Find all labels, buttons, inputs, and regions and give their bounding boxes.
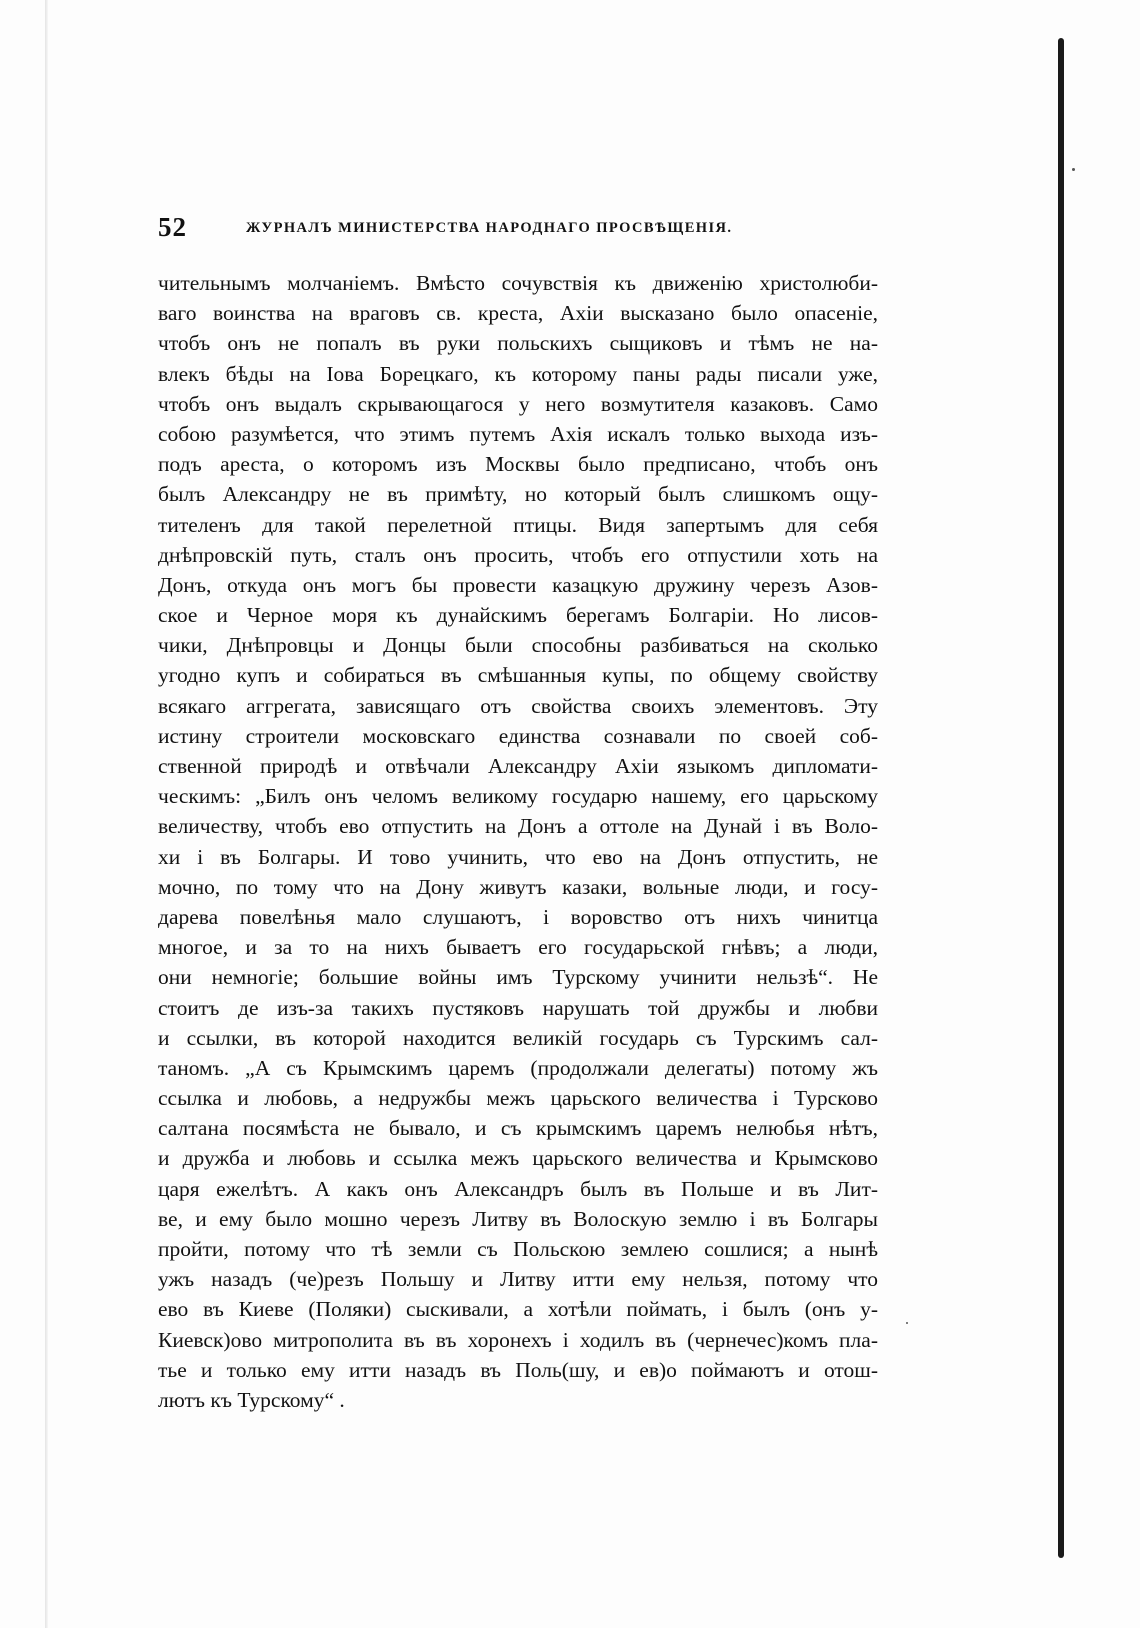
- running-title: ЖУРНАЛЪ МИНИСТЕРСТВА НАРОДНАГО ПРОСВѢЩЕНІЯ.: [246, 220, 733, 236]
- text-line: хи і въ Болгары. И тово учинить, что ево на Донъ отпустить, не: [158, 844, 878, 869]
- text-line: дарева повелѣнья мало слушаютъ, і воровство отъ нихъ чинитца: [158, 904, 878, 929]
- text-line: днѣпровскій путь, сталъ онъ просить, чтобъ его отпустили хоть на: [158, 542, 878, 567]
- text-line: и дружба и любовь и ссылка межъ царьского величества и Крымсково: [158, 1146, 878, 1171]
- text-line: стоитъ де изъ-за такихъ пустяковъ нарушать той дружбы и любви: [158, 995, 878, 1020]
- text-line: таномъ. „А съ Крымскимъ царемъ (продолжали делегаты) потому жъ: [158, 1055, 878, 1080]
- text-line: тителенъ для такой перелетной птицы. Видя запертымъ для себя: [158, 512, 878, 537]
- text-line: ужъ назадъ (че)резъ Польшу и Литву итти ему нельзя, потому что: [158, 1267, 878, 1292]
- text-line: ственной природѣ и отвѣчали Александру Ахіи языкомъ дипломати-: [158, 754, 878, 778]
- text-line: царя ежелѣтъ. А какъ онъ Александръ былъ въ Польше и въ Лит-: [158, 1176, 878, 1201]
- text-line: чтобъ онъ выдалъ скрывающагося у него возмутителя казаковъ. Само: [158, 391, 878, 416]
- text-line: подъ ареста, о которомъ изъ Москвы было предписано, чтобъ онъ: [158, 452, 878, 477]
- text-line: истину строители московскаго единства сознавали по своей соб-: [158, 723, 878, 748]
- page-number: 52: [158, 212, 187, 242]
- text-line: ево въ Киеве (Поляки) сыскивали, а хотѣли поймать, і былъ (онъ у-: [158, 1297, 878, 1322]
- text-line: величеству, чтобъ ево отпустить на Донъ а оттоле на Дунай і въ Воло-: [158, 814, 878, 839]
- text-line: ссылка и любовь, а недружбы межъ царьского величества і Турсково: [158, 1086, 878, 1111]
- text-line: ваго воинства на враговъ св. креста, Ахіи высказано было опасеніе,: [158, 301, 878, 326]
- text-line: угодно купъ и собираться въ смѣшанныя купы, по общему свойству: [158, 663, 878, 688]
- text-line: чтобъ онъ не попалъ въ руки польскихъ сыщиковъ и тѣмъ не на-: [158, 331, 878, 356]
- text-line: чительнымъ молчаніемъ. Вмѣсто сочувствія къ движенію христолюби-: [158, 271, 878, 295]
- text-line: они немногіе; большие войны имъ Турскому учинити нельзѣ“. Не: [158, 965, 878, 990]
- text-line: лютъ къ Турскому“ .: [158, 1387, 345, 1412]
- text-line: Киевск)ово митрополита въ въ хоронехъ і ходилъ въ (чернечес)комъ пла-: [158, 1327, 878, 1352]
- text-line: мочно, по тому что на Дону живутъ казаки, вольные люди, и госу-: [158, 874, 878, 899]
- text-line: былъ Александру не въ примѣту, но который былъ слишкомъ ощу-: [158, 482, 878, 507]
- text-line: и ссылки, въ которой находится великій государь съ Турскимъ сал-: [158, 1025, 878, 1050]
- text-line: ское и Черное моря къ дунайскимъ берегамъ Болгаріи. Но лисов-: [158, 603, 878, 628]
- text-line: ве, и ему было мошно черезъ Литву въ Волоскую землю і въ Болгары: [158, 1206, 878, 1231]
- text-line: ческимъ: „Билъ онъ челомъ великому государю нашему, его царьскому: [158, 784, 878, 809]
- page-header: [158, 212, 878, 252]
- text-line: чики, Днѣпровцы и Донцы были способны разбиваться на сколько: [158, 633, 878, 658]
- page-edge-shadow: [45, 0, 48, 1628]
- text-line: пройти, потому что тѣ земли съ Польскою землею сошлися; а нынѣ: [158, 1237, 878, 1261]
- scan-speck: [906, 1322, 908, 1324]
- text-line: многое, и за то на нихъ бываетъ его государьской гнѣвъ; а люди,: [158, 935, 878, 960]
- text-line: всякаго аггрегата, зависящаго отъ свойства своихъ элементовъ. Эту: [158, 693, 878, 718]
- scan-speck: [1072, 168, 1075, 171]
- text-line: влекъ бѣды на Іова Борецкаго, къ которому паны рады писали уже,: [158, 361, 878, 386]
- text-line: Донъ, откуда онъ могъ бы провести казацкую дружину черезъ Азов-: [158, 572, 878, 597]
- page-gutter-line: [1058, 38, 1064, 1558]
- text-line: салтана посямѣста не бывало, и съ крымскимъ царемъ нелюбья нѣтъ,: [158, 1116, 878, 1141]
- body-text: [158, 268, 878, 1415]
- text-line: тье и только ему итти назадъ въ Поль(шу, и ев)о поймаютъ и отош-: [158, 1357, 878, 1382]
- text-line: собою разумѣется, что этимъ путемъ Ахія искалъ только выхода изъ-: [158, 421, 878, 446]
